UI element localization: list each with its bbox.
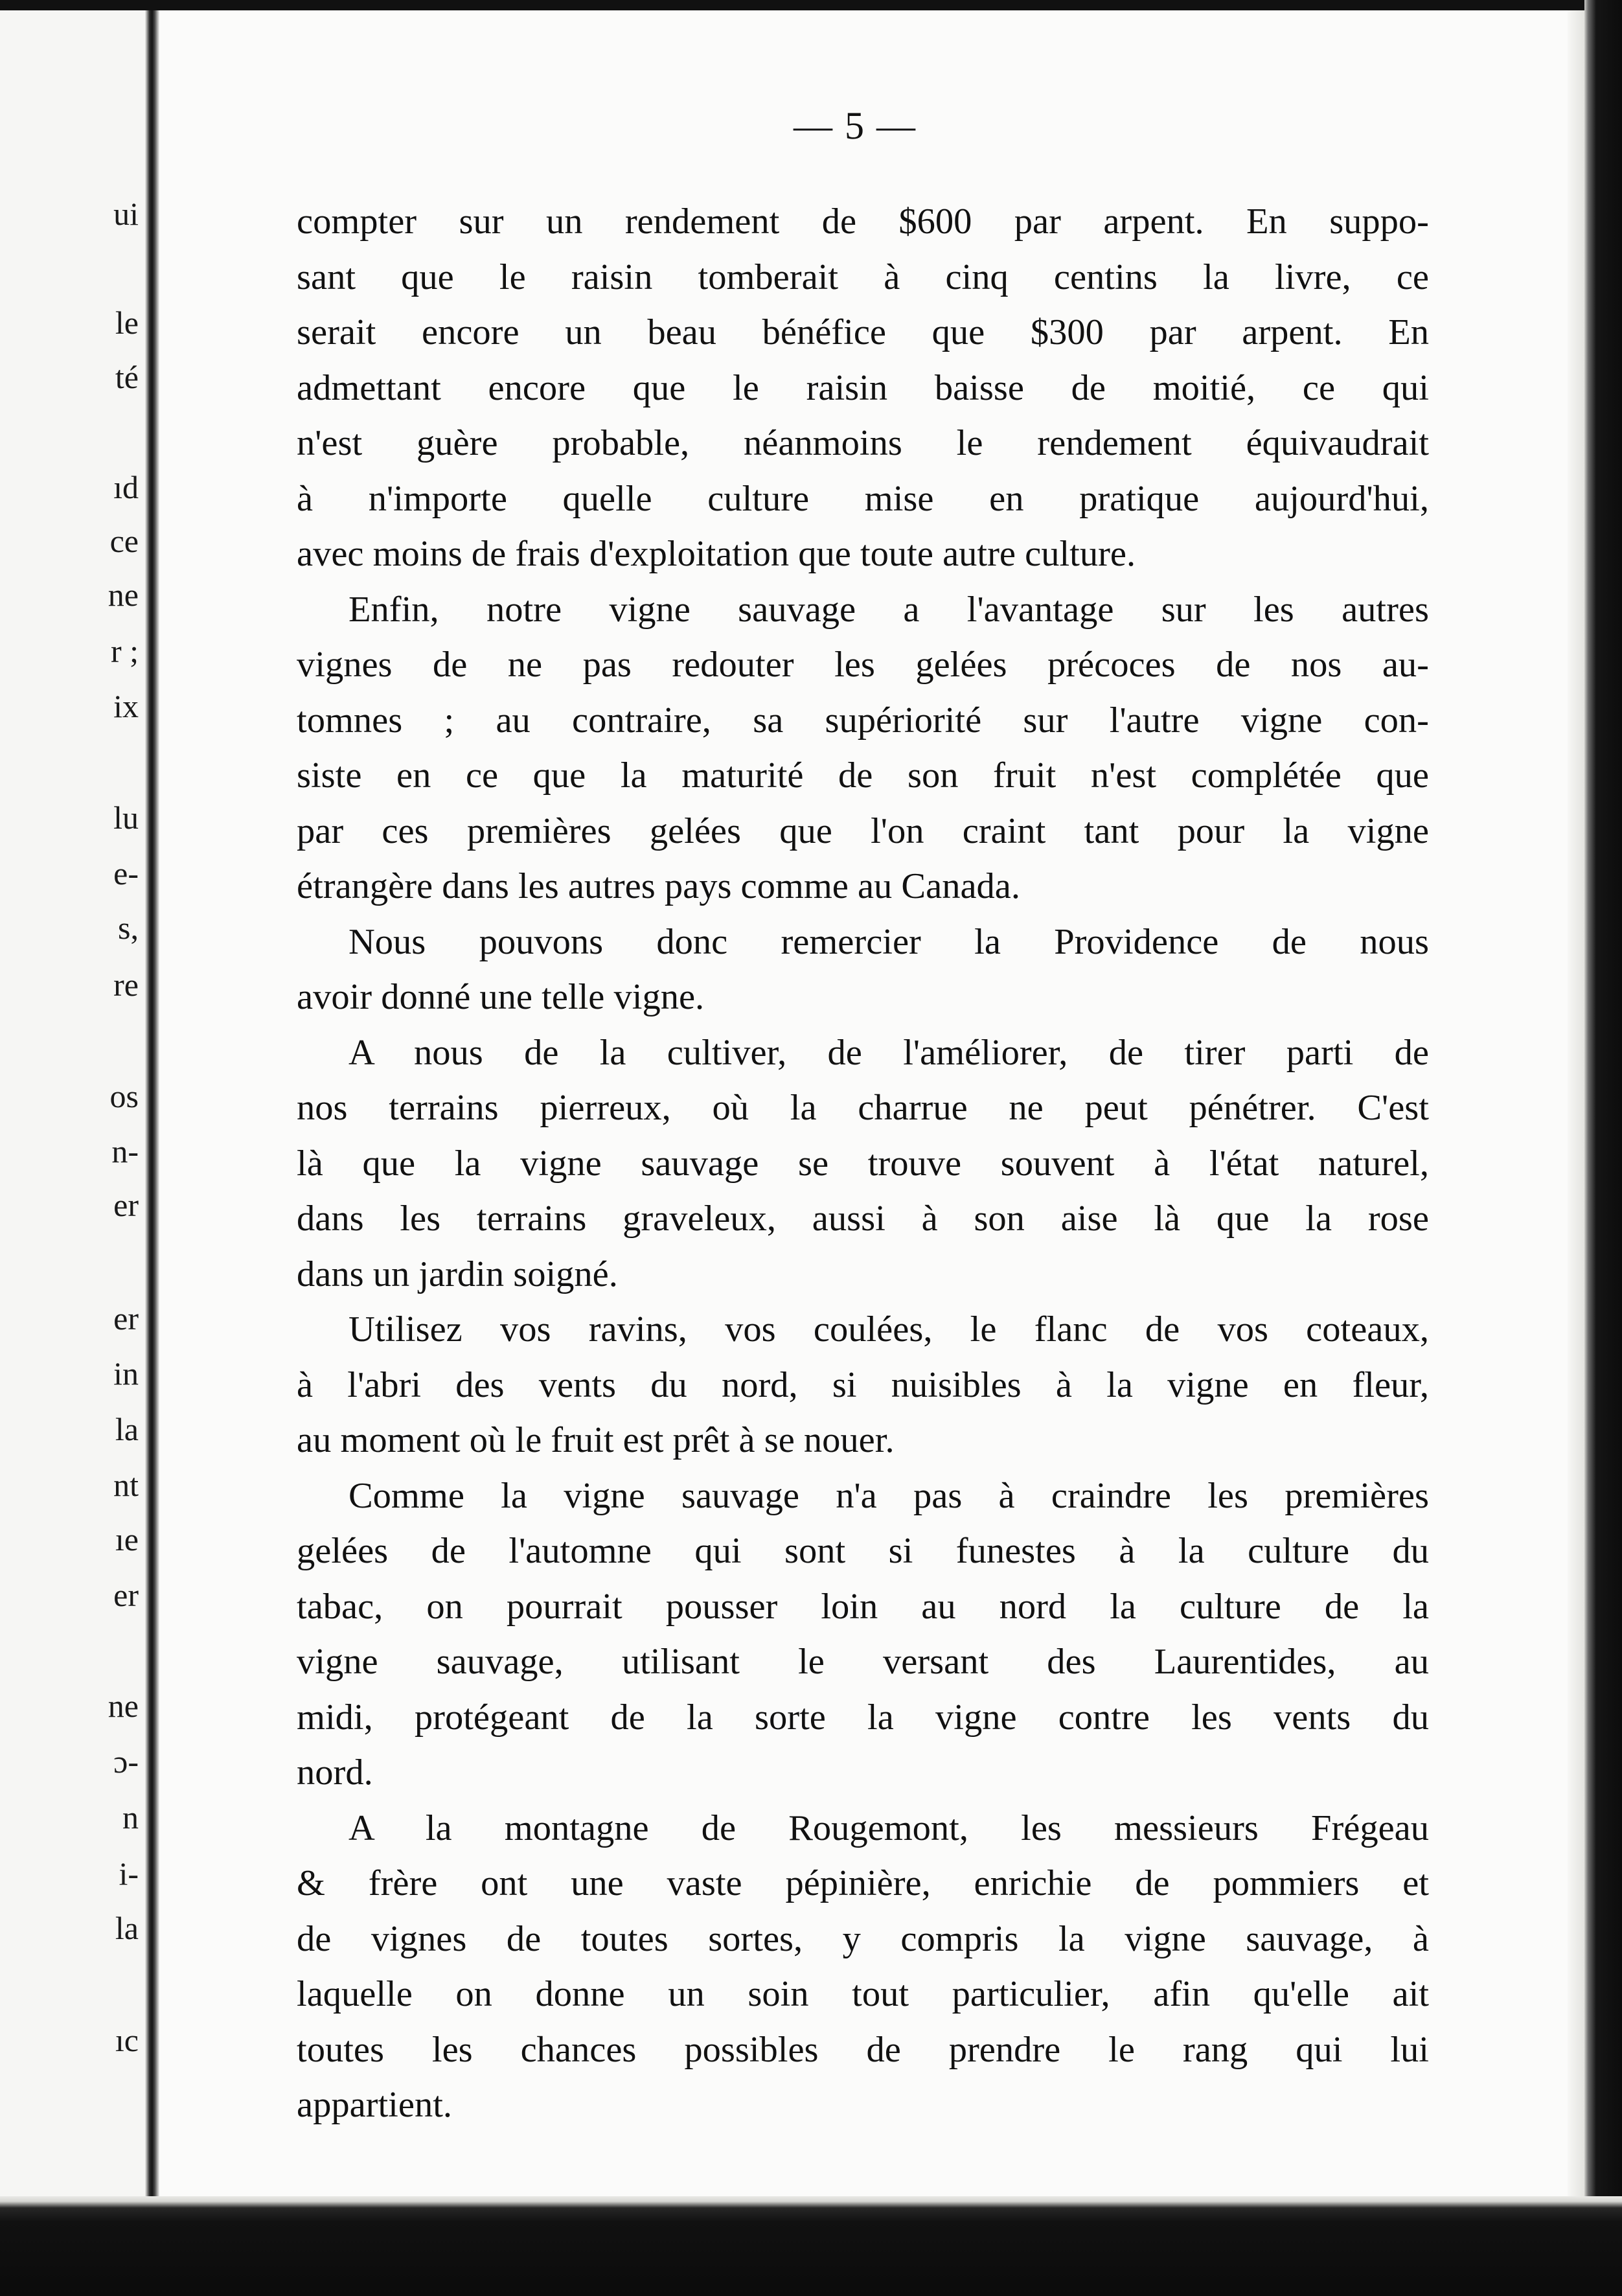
paragraph	[297, 1302, 1429, 1469]
margin-fragment: la	[115, 1411, 139, 1447]
text-line: n'est guère probable, néanmoins le rendement équivaudrait	[297, 423, 1429, 463]
text-line: gelées de l'automne qui sont si funestes à la culture du	[297, 1531, 1429, 1571]
text-line: dans un jardin soigné.	[297, 1254, 618, 1294]
text-line: midi, protégeant de la sorte la vigne contre les vents du	[297, 1697, 1429, 1738]
text-line: tabac, on pourrait pousser loin au nord la culture de la	[297, 1586, 1429, 1627]
text-line: Enfin, notre vigne sauvage a l'avantage sur les autres	[348, 589, 1429, 630]
margin-fragment: ix	[113, 688, 139, 724]
margin-fragment: la	[115, 1910, 139, 1946]
margin-fragment: re	[113, 967, 139, 1003]
text-line: compter sur un rendement de $600 par arpent. En suppo-	[297, 201, 1429, 242]
margin-fragment: er	[113, 1577, 139, 1613]
margin-fragment: le	[115, 304, 139, 341]
margin-fragment: lu	[113, 799, 139, 836]
text-line: avec moins de frais d'exploitation que toute autre culture.	[297, 534, 1136, 574]
text-line: sant que le raisin tomberait à cinq centins la livre, ce	[297, 257, 1429, 297]
text-line: nos terrains pierreux, où la charrue ne peut pénétrer. C'est	[297, 1088, 1429, 1128]
margin-fragment: n-	[111, 1133, 139, 1169]
text-line: par ces premières gelées que l'on craint tant pour la vigne	[297, 810, 1429, 851]
text-line: A nous de la cultiver, de l'améliorer, de tirer parti de	[348, 1032, 1429, 1073]
paragraph	[297, 1801, 1429, 2133]
text-line: nord.	[297, 1752, 373, 1793]
margin-fragment: er	[113, 1300, 139, 1337]
text-line: de vignes de toutes sortes, y compris la vigne sauvage, à	[297, 1918, 1429, 1959]
text-line: vignes de ne pas redouter les gelées précoces de nos au-	[297, 645, 1429, 685]
margin-fragment: e-	[113, 855, 139, 891]
text-line: là que la vigne sauvage se trouve souvent à l'état naturel,	[297, 1143, 1429, 1184]
text-line: Utilisez vos ravins, vos coulées, le flanc de vos coteaux,	[348, 1309, 1429, 1349]
page-number: — 5 —	[794, 104, 917, 147]
margin-fragment: ne	[108, 577, 139, 613]
margin-fragment: n	[122, 1799, 139, 1835]
margin-fragment: ıe	[115, 1521, 139, 1557]
text-line: siste en ce que la maturité de son fruit n'est complétée que	[297, 755, 1429, 796]
margin-fragment: os	[109, 1078, 139, 1114]
margin-fragment: s,	[118, 910, 139, 946]
scan-border-right	[1584, 0, 1622, 2296]
text-line: & frère ont une vaste pépinière, enrichie de pommiers et	[297, 1863, 1429, 1903]
paragraph	[297, 1026, 1429, 1303]
paragraph	[297, 915, 1429, 1026]
margin-fragment: ce	[109, 523, 139, 559]
margin-fragment: nt	[113, 1467, 139, 1503]
margin-fragment: ne	[108, 1688, 139, 1724]
margin-fragment: er	[113, 1187, 139, 1223]
text-line: à n'importe quelle culture mise en pratique aujourd'hui,	[297, 478, 1429, 519]
text-line: appartient.	[297, 2085, 453, 2125]
book-gutter	[145, 0, 159, 2216]
margin-fragment: ıc	[115, 2022, 139, 2058]
text-line: A la montagne de Rougemont, les messieurs Frégeau	[348, 1808, 1429, 1848]
page-edge-shadow	[1568, 10, 1584, 2196]
margin-fragment: in	[113, 1355, 139, 1392]
scan-border-top	[0, 0, 1622, 10]
text-line: au moment où le fruit est prêt à se nouer.	[297, 1420, 895, 1460]
margin-fragment: i-	[119, 1855, 139, 1892]
margin-fragment: ɔ-	[113, 1743, 139, 1780]
paragraph	[297, 1469, 1429, 1801]
margin-fragment: té	[115, 359, 139, 395]
text-line: tomnes ; au contraire, sa supériorité sur l'autre vigne con-	[297, 700, 1429, 740]
margin-fragment: ui	[113, 196, 139, 232]
margin-fragment: ıd	[113, 469, 139, 505]
text-line: dans les terrains graveleux, aussi à son aise là que la rose	[297, 1199, 1429, 1239]
text-line: laquelle on donne un soin tout particulier, afin qu'elle ait	[297, 1974, 1429, 2014]
paragraph	[297, 582, 1429, 915]
margin-fragment: r ;	[110, 633, 139, 669]
text-line: vigne sauvage, utilisant le versant des Laurentides, au	[297, 1642, 1429, 1682]
body-text	[297, 194, 1429, 2133]
text-line: avoir donné une telle vigne.	[297, 977, 705, 1017]
text-line: serait encore un beau bénéfice que $300 par arpent. En	[297, 312, 1429, 352]
text-line: admettant encore que le raisin baisse de moitié, ce qui	[297, 367, 1429, 408]
text-line: Comme la vigne sauvage n'a pas à craindre les premières	[348, 1475, 1429, 1516]
text-line: toutes les chances possibles de prendre le rang qui lui	[297, 2029, 1429, 2070]
text-line: étrangère dans les autres pays comme au Canada.	[297, 866, 1020, 906]
text-line: Nous pouvons donc remercier la Providence de nous	[348, 921, 1429, 962]
scan-border-bottom	[0, 2196, 1622, 2296]
paragraph	[297, 194, 1429, 582]
text-line: à l'abri des vents du nord, si nuisibles à la vigne en fleur,	[297, 1364, 1429, 1405]
